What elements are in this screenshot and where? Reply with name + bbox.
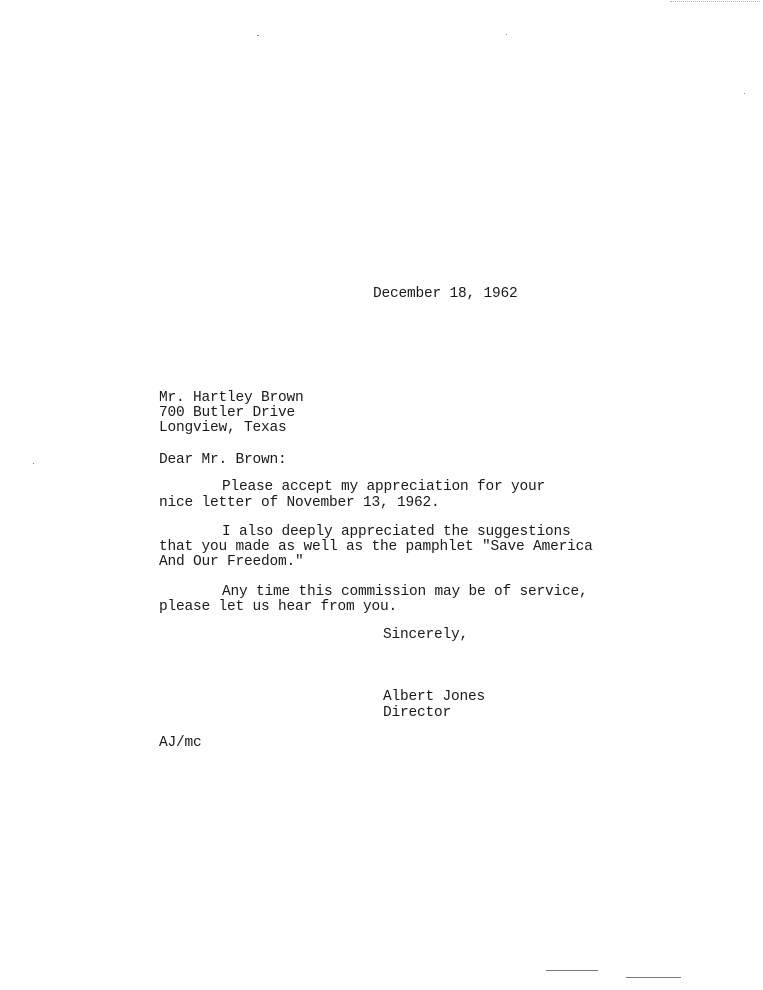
recipient-name: Mr. Hartley Brown (159, 390, 304, 406)
closing: Sincerely, (383, 627, 469, 643)
scan-edge-mark (546, 970, 598, 971)
paragraph-2-line-2: that you made as well as the pamphlet "Save America (159, 539, 593, 555)
signer-title: Director (383, 705, 452, 721)
paragraph-1-line-1: Please accept my appreciation for your (222, 479, 546, 495)
scan-edge-mark (626, 977, 681, 978)
paragraph-3-line-1: Any time this commission may be of service, (222, 584, 588, 600)
recipient-city: Longview, Texas (159, 420, 287, 436)
paragraph-3-line-2: please let us hear from you. (159, 599, 398, 615)
recipient-street: 700 Butler Drive (159, 405, 296, 421)
typist-initials: AJ/mc (159, 735, 202, 751)
scan-speck (257, 35, 259, 36)
scan-edge-mark (670, 1, 760, 3)
scan-speck (33, 463, 34, 464)
scan-speck (744, 93, 745, 94)
signer-name: Albert Jones (383, 689, 486, 705)
paragraph-1-line-2: nice letter of November 13, 1962. (159, 495, 440, 511)
letter-date: December 18, 1962 (373, 286, 518, 302)
paragraph-2-line-1: I also deeply appreciated the suggestions (222, 524, 571, 540)
paragraph-2-line-3: And Our Freedom." (159, 554, 304, 570)
salutation: Dear Mr. Brown: (159, 452, 287, 468)
scan-speck (506, 34, 507, 35)
